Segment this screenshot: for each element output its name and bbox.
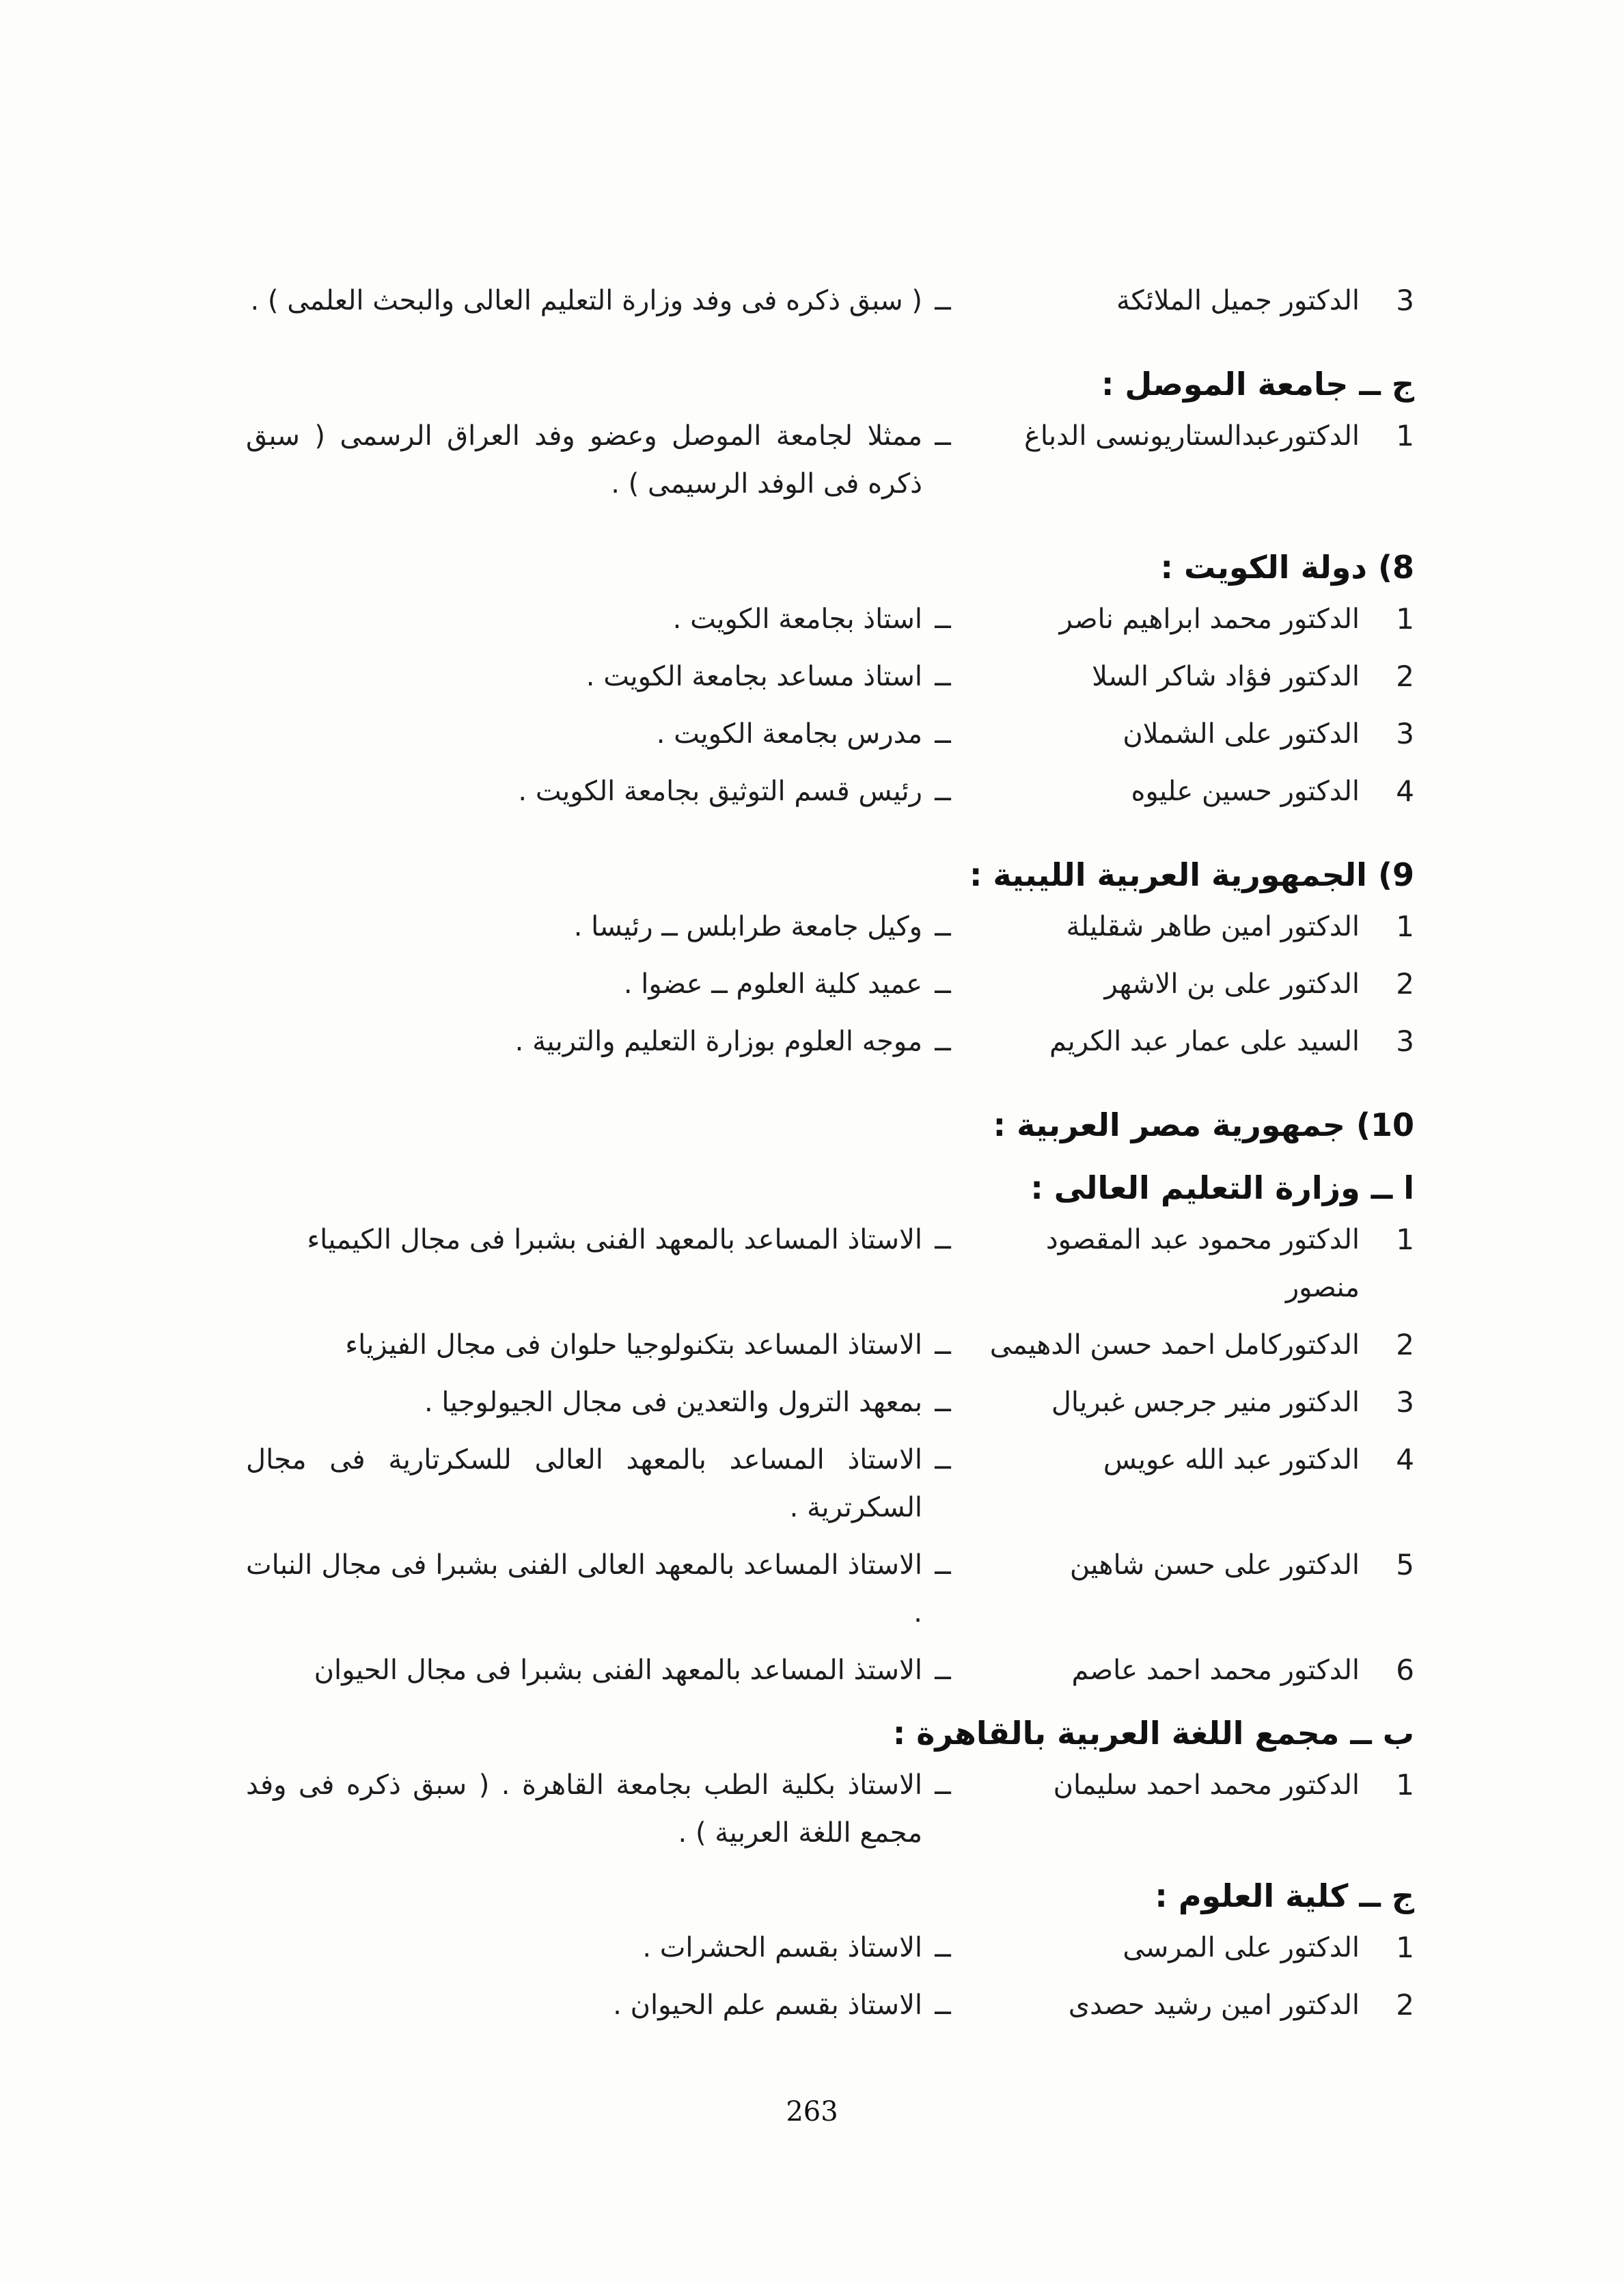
section-heading: 10) جمهورية مصر العربية : — [993, 1106, 1414, 1143]
separator-dash: ــ — [935, 1444, 951, 1476]
item-number: 3 — [1396, 284, 1414, 317]
person-name: الدكتور امين طاهر شقليلة — [1066, 911, 1360, 942]
person-name: الدكتوركامل احمد حسن الدهيمى — [989, 1329, 1360, 1361]
section — [246, 543, 1414, 815]
item-number: 4 — [1396, 1443, 1414, 1476]
person-description: الاستاذ المساعد بالمعهد الفنى بشبرا فى مجال الكيمياء — [307, 1224, 922, 1255]
separator-dash: ــ — [935, 1655, 951, 1686]
list-item — [246, 1761, 1414, 1857]
item-number: 2 — [1396, 967, 1414, 1001]
item-number: 5 — [1396, 1548, 1414, 1581]
person-description: استاذ مساعد بجامعة الكويت . — [586, 661, 922, 692]
person-description: الاستاذ بكلية الطب بجامعة القاهرة . ( سبق ذكره فى وفد مجمع اللغة العربية ) . — [246, 1769, 922, 1849]
person-name: الدكتور عبد الله عويس — [1103, 1444, 1360, 1476]
list-item — [246, 1321, 1414, 1369]
list-item — [246, 1646, 1414, 1694]
person-name: الدكتور فؤاد شاكر السلا — [1092, 661, 1360, 692]
item-number: 1 — [1396, 419, 1414, 452]
item-number: 4 — [1396, 774, 1414, 808]
item-number: 1 — [1396, 1223, 1414, 1256]
list-item — [246, 710, 1414, 758]
person-description: موجه العلوم بوزارة التعليم والتربية . — [514, 1026, 922, 1057]
person-name: الدكتور منير جرجس غبريال — [1051, 1387, 1360, 1418]
separator-dash: ــ — [935, 968, 951, 1000]
list-item — [246, 1924, 1414, 1972]
section — [246, 851, 1414, 1065]
list-item — [246, 1018, 1414, 1065]
separator-dash: ــ — [935, 1932, 951, 1963]
item-number: 3 — [1396, 717, 1414, 750]
item-number: 2 — [1396, 660, 1414, 693]
person-name: الدكتور على حسن شاهين — [1069, 1549, 1360, 1581]
item-number: 6 — [1396, 1653, 1414, 1687]
person-name: الدكتور محمد ابراهيم ناصر — [1059, 603, 1360, 635]
person-name: الدكتور على المرسى — [1123, 1932, 1360, 1963]
item-number: 3 — [1396, 1024, 1414, 1058]
item-number: 1 — [1396, 602, 1414, 636]
person-description: استاذ بجامعة الكويت . — [672, 603, 922, 635]
person-description: الاستاذ بقسم علم الحيوان . — [613, 1989, 922, 2021]
separator-dash: ــ — [935, 1329, 951, 1361]
person-description: رئيس قسم التوثيق بجامعة الكويت . — [518, 776, 922, 807]
item-number: 3 — [1396, 1385, 1414, 1419]
person-description: ( سبق ذكره فى وفد وزارة التعليم العالى والبحث العلمى ) . — [250, 285, 922, 316]
list-item — [246, 960, 1414, 1008]
section-heading: ا ــ وزارة التعليم العالى : — [1030, 1169, 1414, 1206]
person-name: الدكتور حسين عليوه — [1131, 776, 1360, 807]
separator-dash: ــ — [935, 1387, 951, 1418]
item-number: 1 — [1396, 1931, 1414, 1964]
person-description: بمعهد الترول والتعدين فى مجال الجيولوجيا . — [424, 1387, 922, 1418]
page-number: 263 — [786, 2096, 838, 2127]
separator-dash: ــ — [935, 1549, 951, 1581]
section — [246, 277, 1414, 325]
list-item — [246, 1541, 1414, 1637]
item-number: 2 — [1396, 1328, 1414, 1361]
list-item — [246, 412, 1414, 508]
person-name: الدكتورعبدالستاريونسى الدباغ — [1023, 420, 1360, 452]
separator-dash: ــ — [935, 1769, 951, 1801]
item-number: 1 — [1396, 910, 1414, 943]
person-description: الاستاذ المساعد بتكنولوجيا حلوان فى مجال الفيزياء — [345, 1329, 922, 1361]
person-description: وكيل جامعة طرابلس ــ رئيسا . — [573, 911, 922, 942]
person-name: الدكتور امين رشيد حصدى — [1068, 1989, 1360, 2021]
list-item — [246, 595, 1414, 643]
separator-dash: ــ — [935, 1026, 951, 1057]
section-heading: ج ــ جامعة الموصل : — [1101, 366, 1414, 403]
separator-dash: ــ — [935, 603, 951, 635]
item-number: 2 — [1396, 1988, 1414, 2022]
person-description: الاستاذ المساعد بالمعهد العالى للسكرتارية فى مجال السكرترية . — [246, 1444, 922, 1523]
separator-dash: ــ — [935, 776, 951, 807]
person-name: الدكتور محمد احمد عاصم — [1071, 1655, 1360, 1686]
list-item — [246, 653, 1414, 701]
person-description: الاستاذ المساعد بالمعهد العالى الفنى بشبرا فى مجال النبات . — [246, 1549, 922, 1629]
separator-dash: ــ — [935, 1989, 951, 2021]
person-name: الدكتور محمود عبد المقصود منصور — [1045, 1224, 1360, 1303]
list-item — [246, 1981, 1414, 2029]
section — [246, 1101, 1414, 1149]
separator-dash: ــ — [935, 420, 951, 452]
section — [246, 1872, 1414, 2029]
list-item — [246, 1378, 1414, 1426]
person-description: الاستاذ بقسم الحشرات . — [642, 1932, 922, 1963]
person-name: الدكتور محمد احمد سليمان — [1053, 1769, 1360, 1801]
section — [246, 360, 1414, 508]
separator-dash: ــ — [935, 285, 951, 316]
page-content — [246, 277, 1414, 2039]
person-name: الدكتور على الشملان — [1123, 718, 1360, 750]
section — [246, 1709, 1414, 1857]
person-name: الدكتور على بن الاشهر — [1104, 968, 1360, 1000]
item-number: 1 — [1396, 1768, 1414, 1802]
person-name: السيد على عمار عبد الكريم — [1049, 1026, 1360, 1057]
separator-dash: ــ — [935, 911, 951, 942]
section-heading: ب ــ مجمع اللغة العربية بالقاهرة : — [892, 1715, 1414, 1752]
person-description: الاستذ المساعد بالمعهد الفنى بشبرا فى مجال الحيوان — [314, 1655, 922, 1686]
section-heading: 8) دولة الكويت : — [1160, 549, 1414, 586]
section — [246, 1164, 1414, 1694]
section-heading: 9) الجمهورية العربية الليبية : — [969, 856, 1414, 893]
person-name: الدكتور جميل الملائكة — [1116, 285, 1360, 316]
person-description: ممثلا لجامعة الموصل وعضو وفد العراق الرسمى ( سبق ذكره فى الوفد الرسيمى ) . — [246, 420, 922, 500]
list-item — [246, 1216, 1414, 1311]
list-item — [246, 903, 1414, 951]
list-item — [246, 767, 1414, 815]
person-description: مدرس بجامعة الكويت . — [656, 718, 922, 750]
separator-dash: ــ — [935, 718, 951, 750]
separator-dash: ــ — [935, 1224, 951, 1255]
person-description: عميد كلية العلوم ــ عضوا . — [623, 968, 922, 1000]
list-item — [246, 277, 1414, 325]
separator-dash: ــ — [935, 661, 951, 692]
list-item — [246, 1436, 1414, 1532]
section-heading: ج ــ كلية العلوم : — [1155, 1877, 1414, 1914]
